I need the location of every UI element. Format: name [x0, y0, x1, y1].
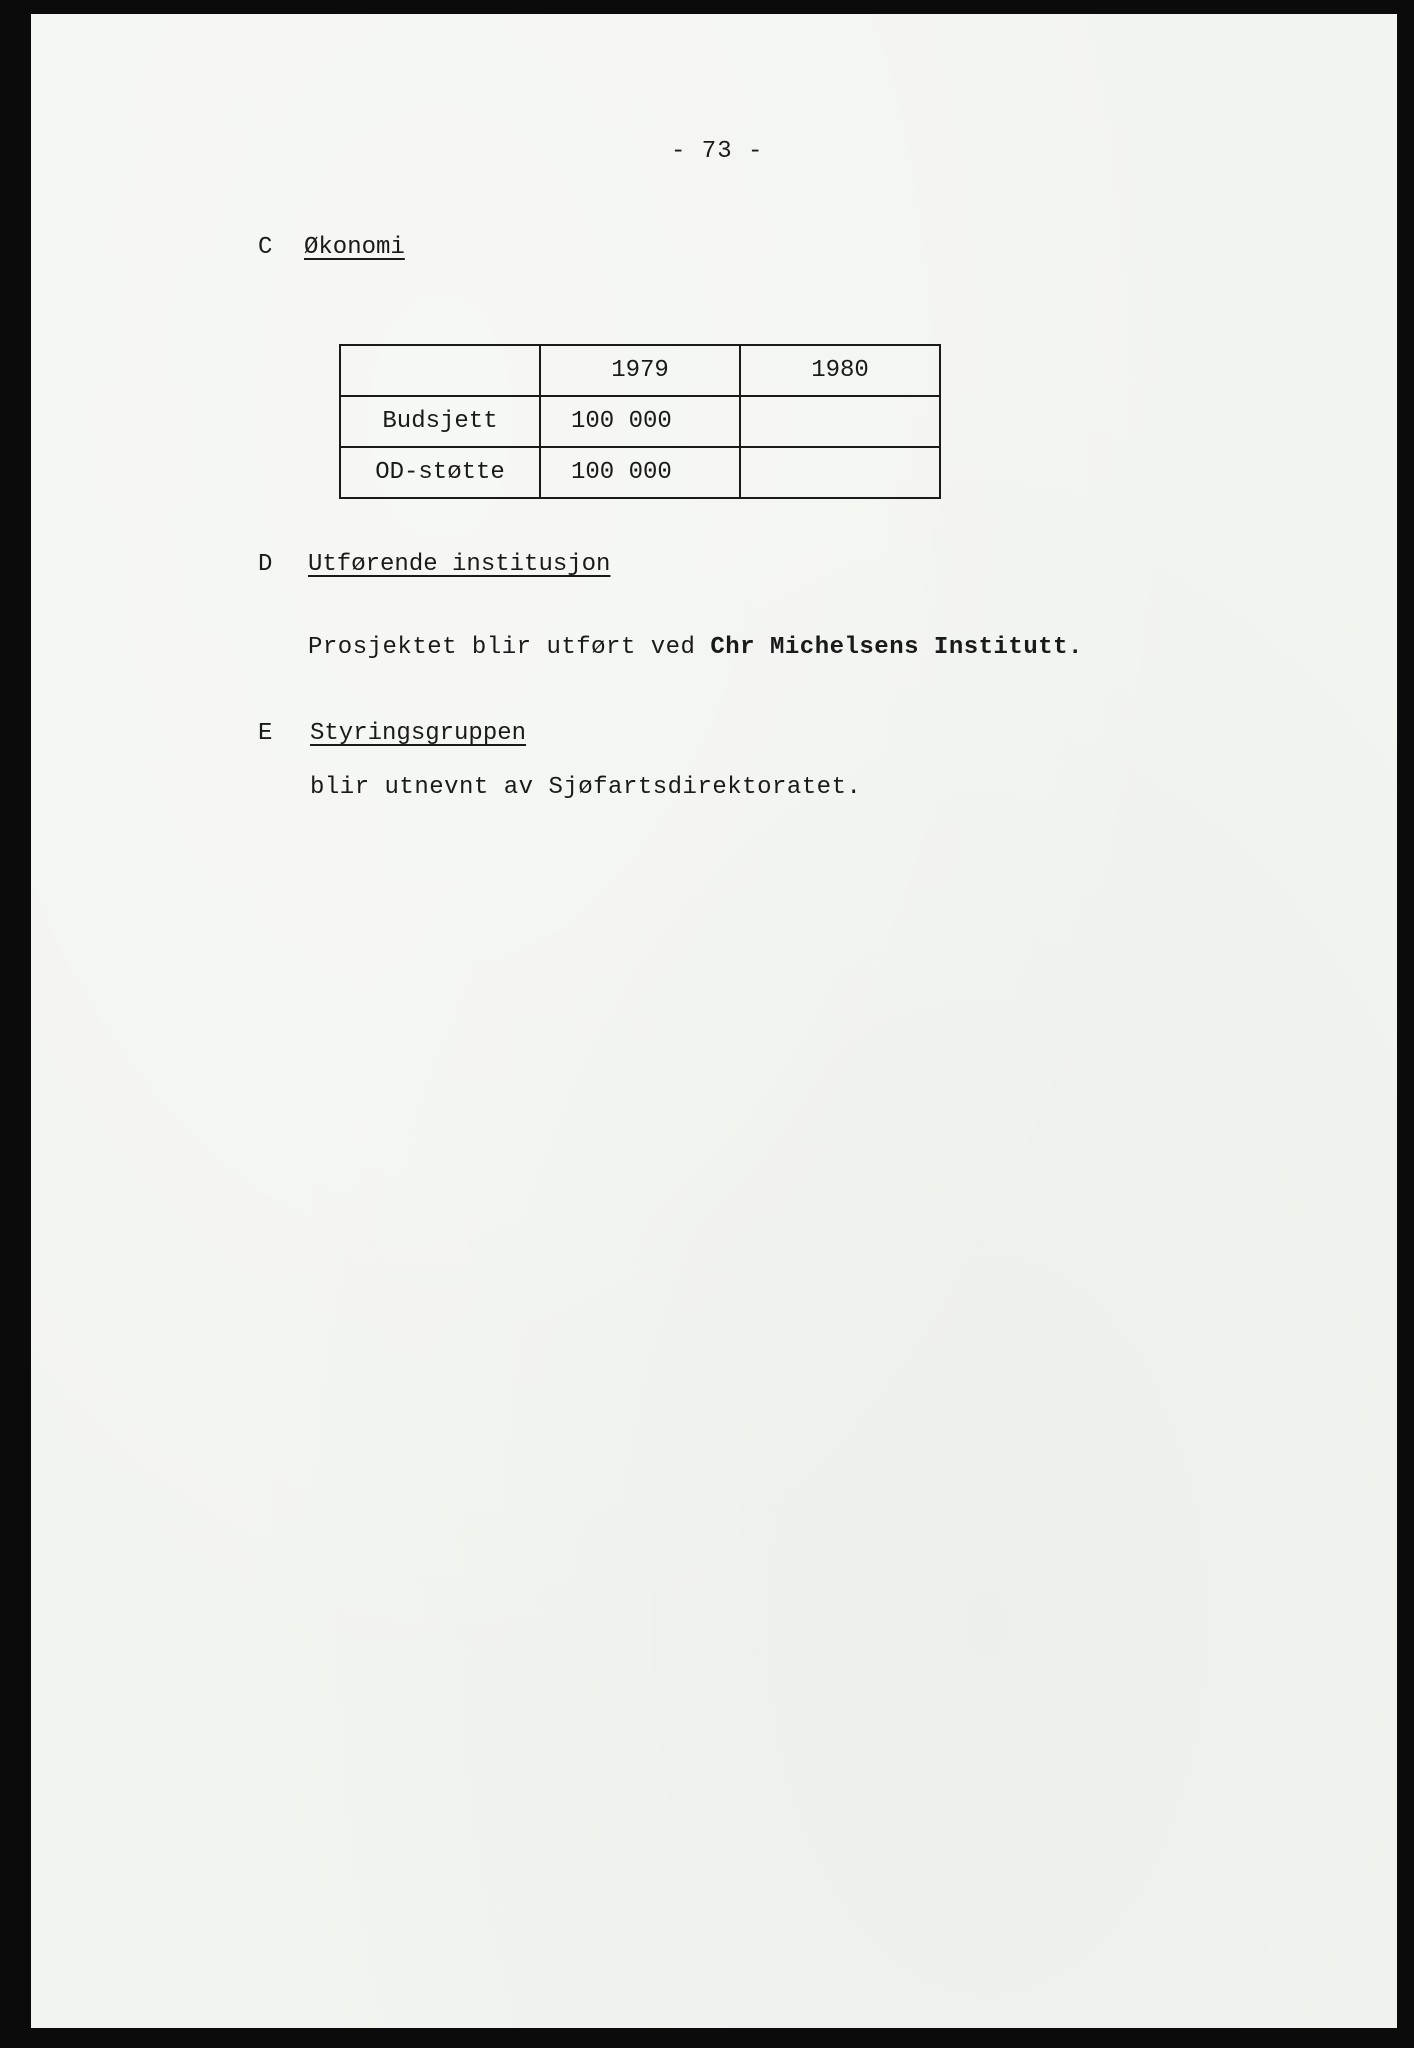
- table-header-cell-empty: [340, 345, 540, 396]
- table-row-label: Budsjett: [340, 396, 540, 447]
- page-number: - 73 -: [671, 138, 764, 165]
- section-d-letter: D: [258, 551, 273, 578]
- section-d-heading: Utførende institusjon: [308, 551, 611, 578]
- section-d-text: [308, 634, 1083, 661]
- table-header-cell-1979: 1979: [540, 345, 740, 396]
- table-row: [340, 396, 940, 447]
- section-d-text-plain: Prosjektet blir utført ved: [308, 634, 696, 661]
- section-c-letter: C: [258, 234, 273, 261]
- section-e-letter: E: [258, 720, 273, 747]
- table-cell-1980: [740, 447, 940, 498]
- table-cell-1979: 100 000: [540, 396, 740, 447]
- document-page: [31, 14, 1397, 2028]
- table-row: [340, 447, 940, 498]
- section-e-heading: Styringsgruppen: [310, 720, 527, 747]
- section-c-heading: Økonomi: [304, 234, 405, 261]
- table-cell-1979: 100 000: [540, 447, 740, 498]
- table-header-row: [340, 345, 940, 396]
- table-cell-1980: [740, 396, 940, 447]
- section-e-text: blir utnevnt av Sjøfartsdirektoratet.: [310, 774, 862, 801]
- budget-table: [339, 344, 941, 499]
- section-d-text-bold: Chr Michelsens Institutt.: [710, 634, 1083, 661]
- table-header-cell-1980: 1980: [740, 345, 940, 396]
- table-row-label: OD-støtte: [340, 447, 540, 498]
